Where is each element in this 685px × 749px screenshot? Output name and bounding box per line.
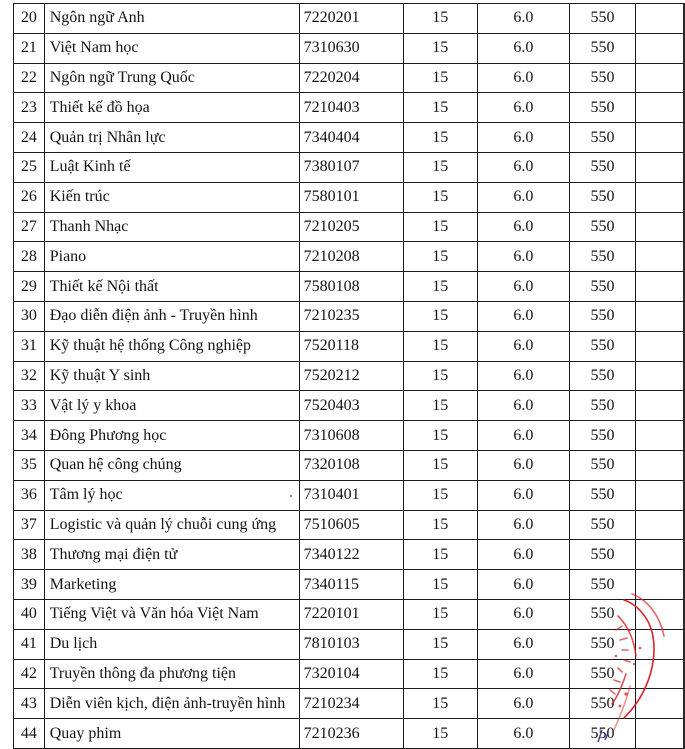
score-value: 6.0	[477, 212, 570, 242]
program-code: 7510605	[299, 510, 403, 540]
row-number: 21	[14, 33, 45, 63]
program-code: 7810103	[299, 629, 403, 659]
program-name: Thiết kế Nội thất	[44, 272, 299, 302]
empty-cell	[635, 719, 684, 749]
row-number: 20	[14, 4, 45, 34]
empty-cell	[635, 510, 684, 540]
quota-value: 15	[404, 4, 477, 34]
program-name: Kiến trúc	[44, 182, 299, 212]
points-value: 550	[570, 391, 635, 421]
empty-cell	[635, 182, 684, 212]
empty-cell	[635, 361, 684, 391]
table-body	[14, 4, 685, 749]
points-value: 550	[570, 540, 635, 570]
program-code: 7220204	[299, 63, 403, 93]
empty-cell	[635, 33, 684, 63]
row-number: 31	[14, 331, 45, 361]
program-name: Quay phim	[44, 719, 299, 749]
points-value: 550	[570, 659, 635, 689]
program-code: 7210205	[299, 212, 403, 242]
table-row	[14, 331, 685, 361]
score-value: 6.0	[477, 272, 570, 302]
empty-cell	[635, 599, 684, 629]
program-code: 7580101	[299, 182, 403, 212]
quota-value: 15	[404, 212, 477, 242]
score-value: 6.0	[477, 391, 570, 421]
table-row	[14, 391, 685, 421]
points-value: 550	[570, 689, 635, 719]
row-number: 32	[14, 361, 45, 391]
table-row	[14, 4, 685, 34]
points-value: 550	[570, 450, 635, 480]
program-name: Quan hệ công chúng	[44, 450, 299, 480]
empty-cell	[635, 480, 684, 510]
score-value: 6.0	[477, 331, 570, 361]
program-name: Kỹ thuật hệ thống Công nghiệp	[44, 331, 299, 361]
score-value: 6.0	[477, 719, 570, 749]
program-code: 7210208	[299, 242, 403, 272]
score-value: 6.0	[477, 480, 570, 510]
points-value: 550	[570, 510, 635, 540]
points-value: 550	[570, 629, 635, 659]
program-name: Kỹ thuật Y sinh	[44, 361, 299, 391]
program-name: Tâm lý học	[44, 480, 299, 510]
row-number: 37	[14, 510, 45, 540]
empty-cell	[635, 391, 684, 421]
score-value: 6.0	[477, 421, 570, 451]
program-code: 7310401	[299, 480, 403, 510]
empty-cell	[635, 570, 684, 600]
empty-cell	[635, 689, 684, 719]
program-name: Đông Phương học	[44, 421, 299, 451]
points-value: 550	[570, 93, 635, 123]
admission-table	[13, 3, 685, 749]
program-name: Vật lý y khoa	[44, 391, 299, 421]
program-name: Logistic và quản lý chuỗi cung ứng	[44, 510, 299, 540]
program-name: Quản trị Nhân lực	[44, 123, 299, 153]
score-value: 6.0	[477, 361, 570, 391]
program-name: Thiết kế đồ họa	[44, 93, 299, 123]
row-number: 25	[14, 152, 45, 182]
row-number: 23	[14, 93, 45, 123]
row-number: 26	[14, 182, 45, 212]
row-number: 36	[14, 480, 45, 510]
row-number: 43	[14, 689, 45, 719]
quota-value: 15	[404, 599, 477, 629]
program-code: 7210234	[299, 689, 403, 719]
score-value: 6.0	[477, 152, 570, 182]
points-value: 550	[570, 480, 635, 510]
score-value: 6.0	[477, 63, 570, 93]
empty-cell	[635, 301, 684, 331]
points-value: 550	[570, 361, 635, 391]
score-value: 6.0	[477, 33, 570, 63]
quota-value: 15	[404, 510, 477, 540]
empty-cell	[635, 4, 684, 34]
program-code: 7220101	[299, 599, 403, 629]
program-code: 7210403	[299, 93, 403, 123]
points-value: 550	[570, 331, 635, 361]
quota-value: 15	[404, 272, 477, 302]
program-code: 7320108	[299, 450, 403, 480]
program-name: Tiếng Việt và Văn hóa Việt Nam	[44, 599, 299, 629]
empty-cell	[635, 123, 684, 153]
program-code: 7580108	[299, 272, 403, 302]
empty-cell	[635, 93, 684, 123]
quota-value: 15	[404, 301, 477, 331]
program-name: Marketing	[44, 570, 299, 600]
quota-value: 15	[404, 421, 477, 451]
table-row	[14, 33, 685, 63]
score-value: 6.0	[477, 689, 570, 719]
program-name: Việt Nam học	[44, 33, 299, 63]
score-value: 6.0	[477, 570, 570, 600]
score-value: 6.0	[477, 540, 570, 570]
table-row	[14, 599, 685, 629]
quota-value: 15	[404, 629, 477, 659]
row-number: 28	[14, 242, 45, 272]
row-number: 33	[14, 391, 45, 421]
empty-cell	[635, 331, 684, 361]
program-code: 7520118	[299, 331, 403, 361]
table-row	[14, 361, 685, 391]
empty-cell	[635, 63, 684, 93]
score-value: 6.0	[477, 510, 570, 540]
row-number: 34	[14, 421, 45, 451]
program-code: 7210235	[299, 301, 403, 331]
row-number: 42	[14, 659, 45, 689]
program-name: Ngôn ngữ Anh	[44, 4, 299, 34]
quota-value: 15	[404, 63, 477, 93]
row-number: 35	[14, 450, 45, 480]
table-row	[14, 301, 685, 331]
score-value: 6.0	[477, 450, 570, 480]
points-value: 550	[570, 570, 635, 600]
table-row	[14, 629, 685, 659]
program-code: 7210236	[299, 719, 403, 749]
program-name: Diễn viên kịch, điện ảnh-truyền hình	[44, 689, 299, 719]
quota-value: 15	[404, 331, 477, 361]
program-name: Đạo diễn điện ảnh - Truyền hình	[44, 301, 299, 331]
program-name: Thanh Nhạc	[44, 212, 299, 242]
table-row	[14, 152, 685, 182]
program-code: 7340115	[299, 570, 403, 600]
program-code: 7340404	[299, 123, 403, 153]
score-value: 6.0	[477, 629, 570, 659]
program-code: 7380107	[299, 152, 403, 182]
empty-cell	[635, 540, 684, 570]
table-row	[14, 421, 685, 451]
quota-value: 15	[404, 540, 477, 570]
empty-cell	[635, 629, 684, 659]
quota-value: 15	[404, 570, 477, 600]
program-code: 7320104	[299, 659, 403, 689]
points-value: 550	[570, 421, 635, 451]
score-value: 6.0	[477, 242, 570, 272]
points-value: 550	[570, 272, 635, 302]
points-value: 550	[570, 33, 635, 63]
program-code: 7520403	[299, 391, 403, 421]
quota-value: 15	[404, 182, 477, 212]
program-name: Du lịch	[44, 629, 299, 659]
program-code: 7310608	[299, 421, 403, 451]
table-row	[14, 570, 685, 600]
program-name: Thương mại điện tử	[44, 540, 299, 570]
table-row	[14, 63, 685, 93]
program-code: 7520212	[299, 361, 403, 391]
program-name: Ngôn ngữ Trung Quốc	[44, 63, 299, 93]
row-number: 29	[14, 272, 45, 302]
table-row	[14, 659, 685, 689]
points-value: 550	[570, 63, 635, 93]
table-row	[14, 182, 685, 212]
row-number: 44	[14, 719, 45, 749]
score-value: 6.0	[477, 301, 570, 331]
empty-cell	[635, 450, 684, 480]
program-code: 7220201	[299, 4, 403, 34]
table-row	[14, 510, 685, 540]
program-code: 7310630	[299, 33, 403, 63]
row-number: 22	[14, 63, 45, 93]
quota-value: 15	[404, 719, 477, 749]
table-row	[14, 689, 685, 719]
row-number: 40	[14, 599, 45, 629]
quota-value: 15	[404, 152, 477, 182]
program-name: Truyền thông đa phương tiện	[44, 659, 299, 689]
program-code: 7340122	[299, 540, 403, 570]
quota-value: 15	[404, 391, 477, 421]
quota-value: 15	[404, 659, 477, 689]
points-value: 550	[570, 182, 635, 212]
quota-value: 15	[404, 93, 477, 123]
score-value: 6.0	[477, 123, 570, 153]
quota-value: 15	[404, 450, 477, 480]
table-row	[14, 212, 685, 242]
points-value: 550	[570, 212, 635, 242]
row-number: 27	[14, 212, 45, 242]
quota-value: 15	[404, 689, 477, 719]
score-value: 6.0	[477, 4, 570, 34]
table-row	[14, 242, 685, 272]
row-number: 38	[14, 540, 45, 570]
table-row	[14, 272, 685, 302]
quota-value: 15	[404, 242, 477, 272]
score-value: 6.0	[477, 182, 570, 212]
row-number: 39	[14, 570, 45, 600]
score-value: 6.0	[477, 659, 570, 689]
empty-cell	[635, 272, 684, 302]
points-value: 550	[570, 301, 635, 331]
empty-cell	[635, 152, 684, 182]
table-row	[14, 540, 685, 570]
empty-cell	[635, 421, 684, 451]
points-value: 550	[570, 4, 635, 34]
empty-cell	[635, 242, 684, 272]
points-value: 550	[570, 242, 635, 272]
score-value: 6.0	[477, 599, 570, 629]
table-row	[14, 480, 685, 510]
row-number: 30	[14, 301, 45, 331]
program-name: Luật Kinh tế	[44, 152, 299, 182]
table-row	[14, 93, 685, 123]
quota-value: 15	[404, 33, 477, 63]
empty-cell	[635, 659, 684, 689]
table-row	[14, 123, 685, 153]
quota-value: 15	[404, 123, 477, 153]
points-value: 550	[570, 719, 635, 749]
quota-value: 15	[404, 480, 477, 510]
points-value: 550	[570, 599, 635, 629]
score-value: 6.0	[477, 93, 570, 123]
program-name: Piano	[44, 242, 299, 272]
empty-cell	[635, 212, 684, 242]
row-number: 41	[14, 629, 45, 659]
points-value: 550	[570, 123, 635, 153]
scan-speck	[290, 495, 292, 497]
table-row	[14, 450, 685, 480]
points-value: 550	[570, 152, 635, 182]
row-number: 24	[14, 123, 45, 153]
table-row	[14, 719, 685, 749]
quota-value: 15	[404, 361, 477, 391]
